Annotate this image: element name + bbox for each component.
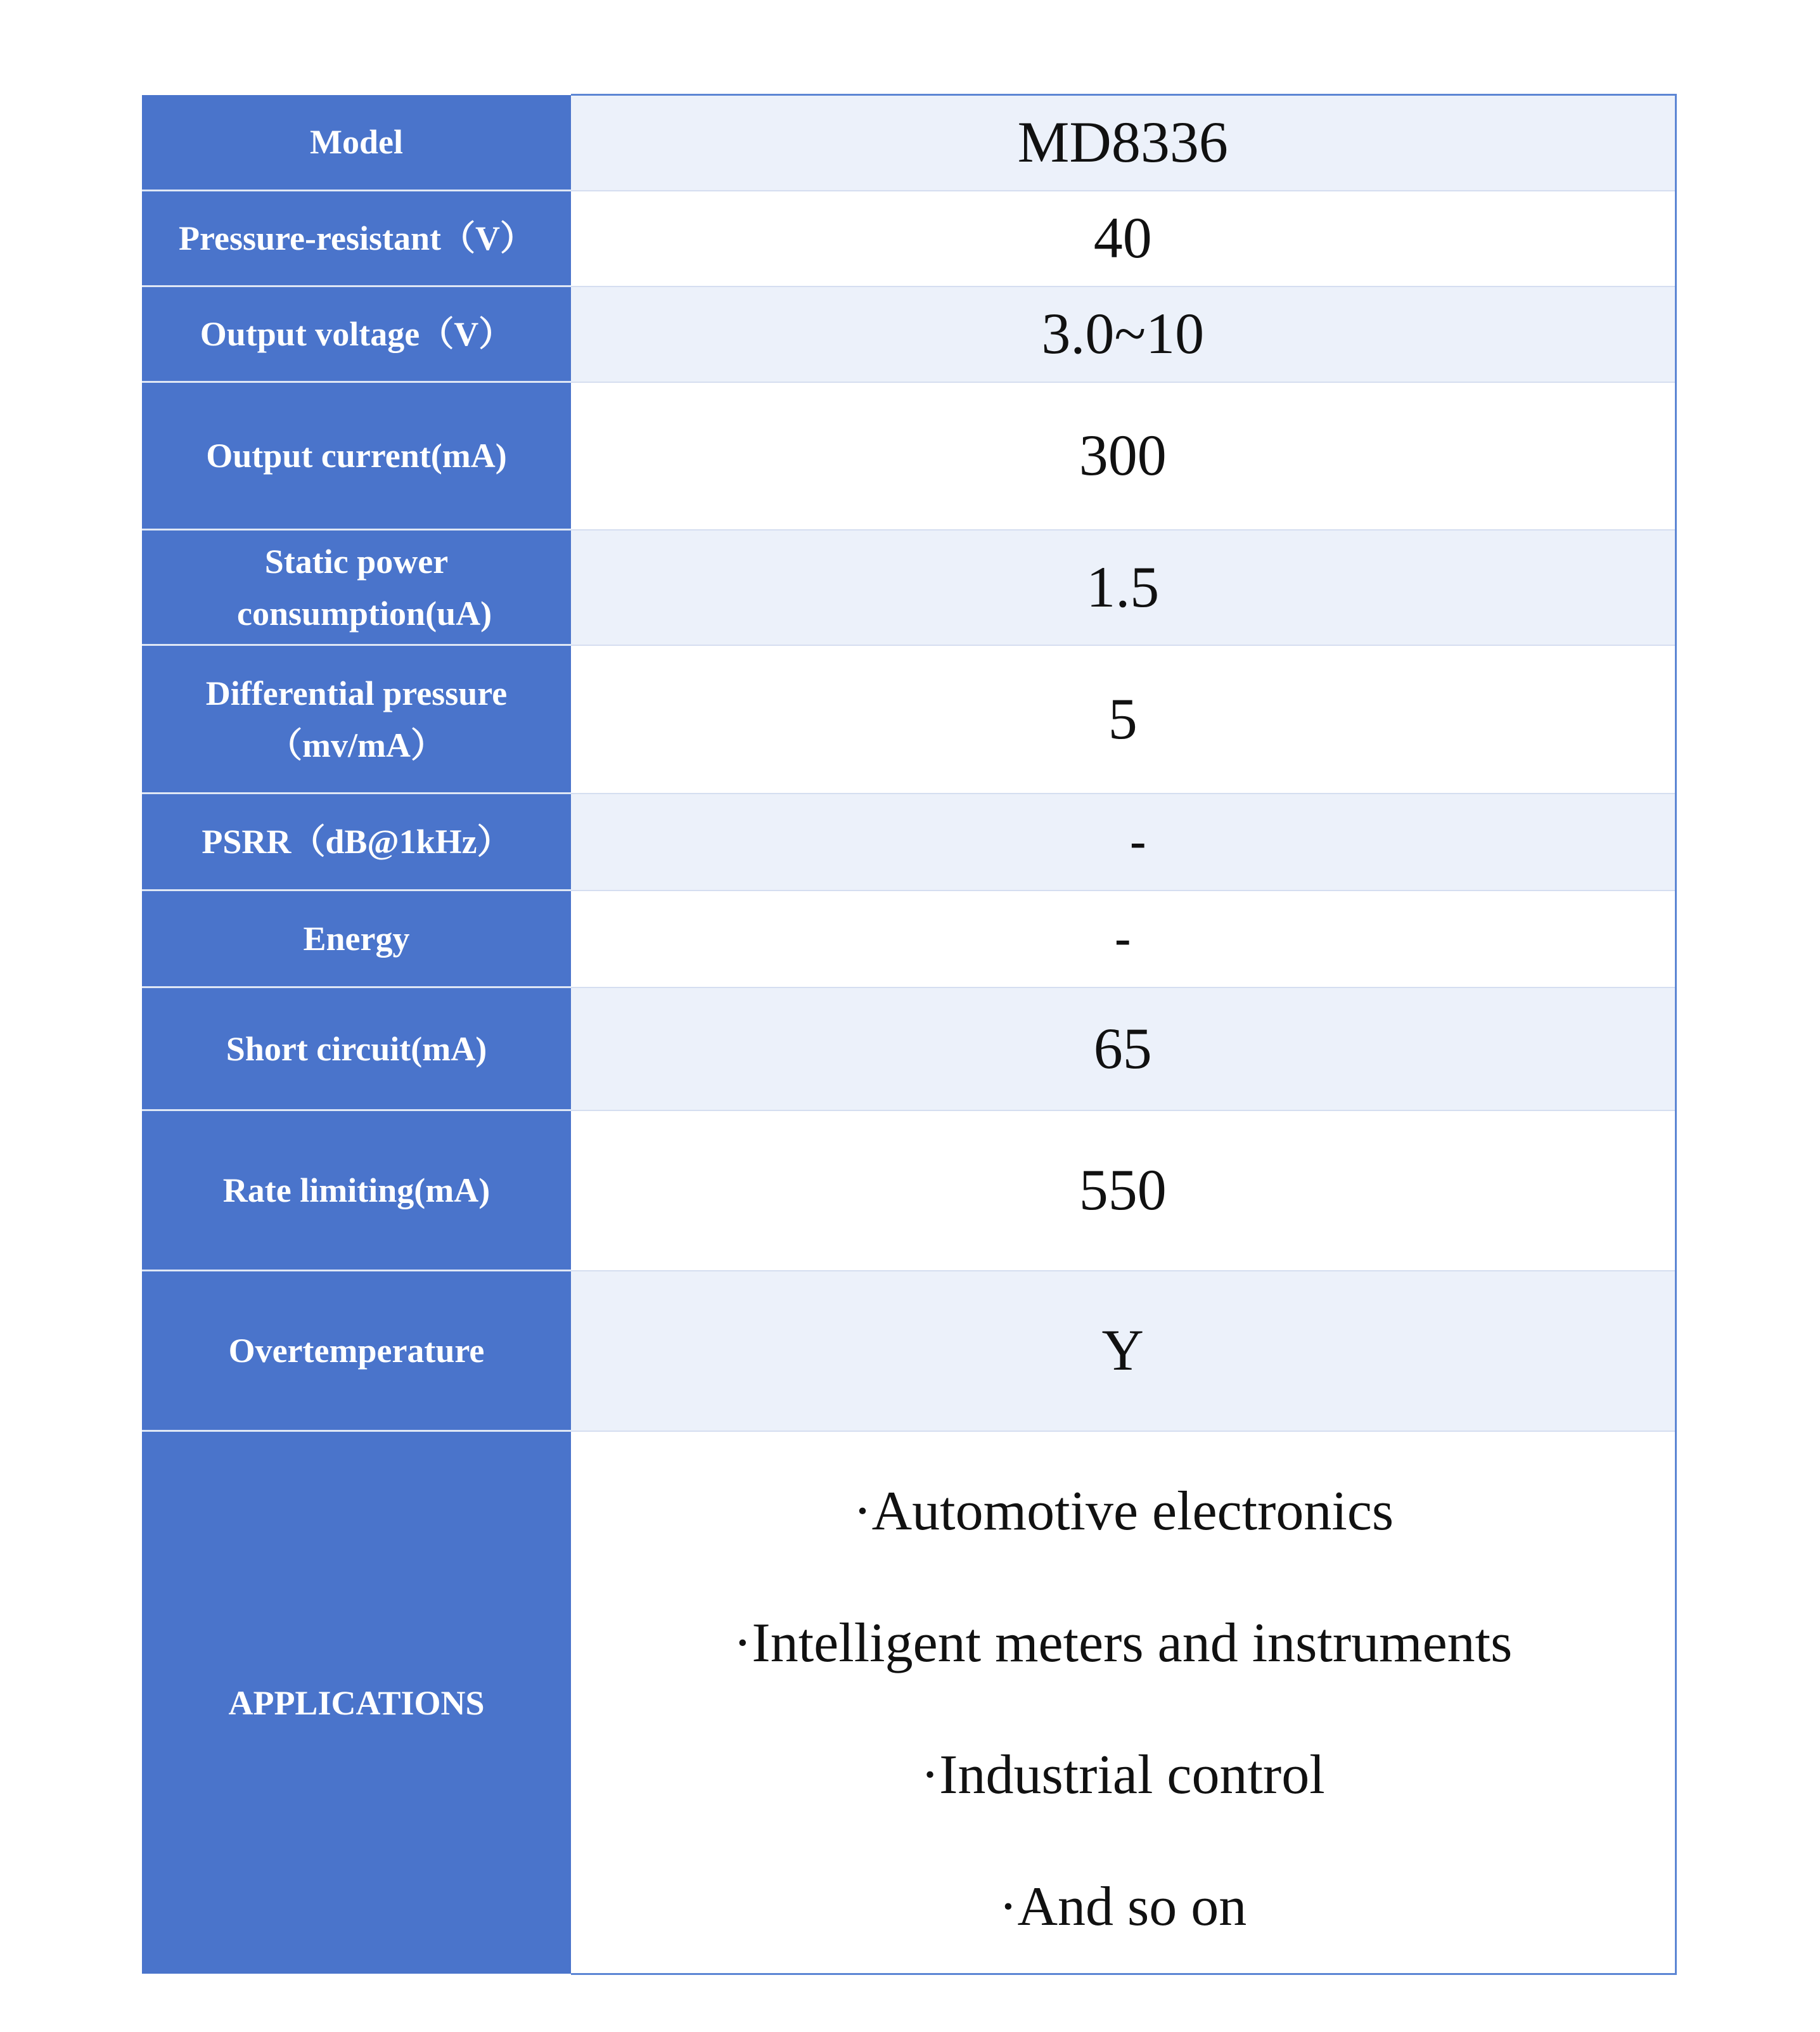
static-power-label: Static power consumption(uA) xyxy=(142,530,571,645)
spec-row-output-voltage xyxy=(142,286,1676,382)
static-power-value: 1.5 xyxy=(571,530,1676,645)
pressure-resistant-value: 40 xyxy=(571,191,1676,286)
spec-row-output-current xyxy=(142,382,1676,530)
output-voltage-label: Output voltage（V） xyxy=(142,286,571,382)
model-value: MD8336 xyxy=(571,95,1676,191)
output-voltage-value: 3.0~10 xyxy=(571,286,1676,382)
rate-limiting-value: 550 xyxy=(571,1110,1676,1271)
psrr-label: PSRR（dB@1kHz） xyxy=(142,794,571,891)
applications-value xyxy=(571,1431,1676,1974)
spec-row-model xyxy=(142,95,1676,191)
short-circuit-value: 65 xyxy=(571,987,1676,1110)
energy-value: - xyxy=(571,891,1676,987)
spec-row-pressure-resistant xyxy=(142,191,1676,286)
spec-row-overtemperature xyxy=(142,1271,1676,1431)
short-circuit-label: Short circuit(mA) xyxy=(142,987,571,1110)
psrr-value: - xyxy=(571,794,1676,891)
application-item-and-so-on: ·And so on xyxy=(999,1875,1247,1938)
applications-label: APPLICATIONS xyxy=(142,1431,571,1974)
application-item-automotive: ·Automotive electronics xyxy=(853,1480,1394,1542)
spec-row-static-power xyxy=(142,530,1676,645)
model-label: Model xyxy=(142,95,571,191)
pressure-resistant-label: Pressure-resistant（V） xyxy=(142,191,571,286)
spec-row-energy xyxy=(142,891,1676,987)
spec-row-applications xyxy=(142,1431,1676,1974)
application-item-industrial: ·Industrial control xyxy=(920,1744,1325,1806)
applications-list xyxy=(571,1446,1675,1973)
differential-pressure-label: Differential pressure（mv/mA） xyxy=(142,645,571,794)
spec-row-short-circuit xyxy=(142,987,1676,1110)
output-current-label: Output current(mA) xyxy=(142,382,571,530)
spec-row-differential-pressure xyxy=(142,645,1676,794)
output-current-value: 300 xyxy=(571,382,1676,530)
rate-limiting-label: Rate limiting(mA) xyxy=(142,1110,571,1271)
overtemperature-value: Y xyxy=(571,1271,1676,1431)
spec-row-psrr xyxy=(142,794,1676,891)
differential-pressure-value: 5 xyxy=(571,645,1676,794)
spec-table xyxy=(142,94,1677,1975)
spec-row-rate-limiting xyxy=(142,1110,1676,1271)
application-item-meters: ·Intelligent meters and instruments xyxy=(733,1612,1513,1674)
energy-label: Energy xyxy=(142,891,571,987)
overtemperature-label: Overtemperature xyxy=(142,1271,571,1431)
